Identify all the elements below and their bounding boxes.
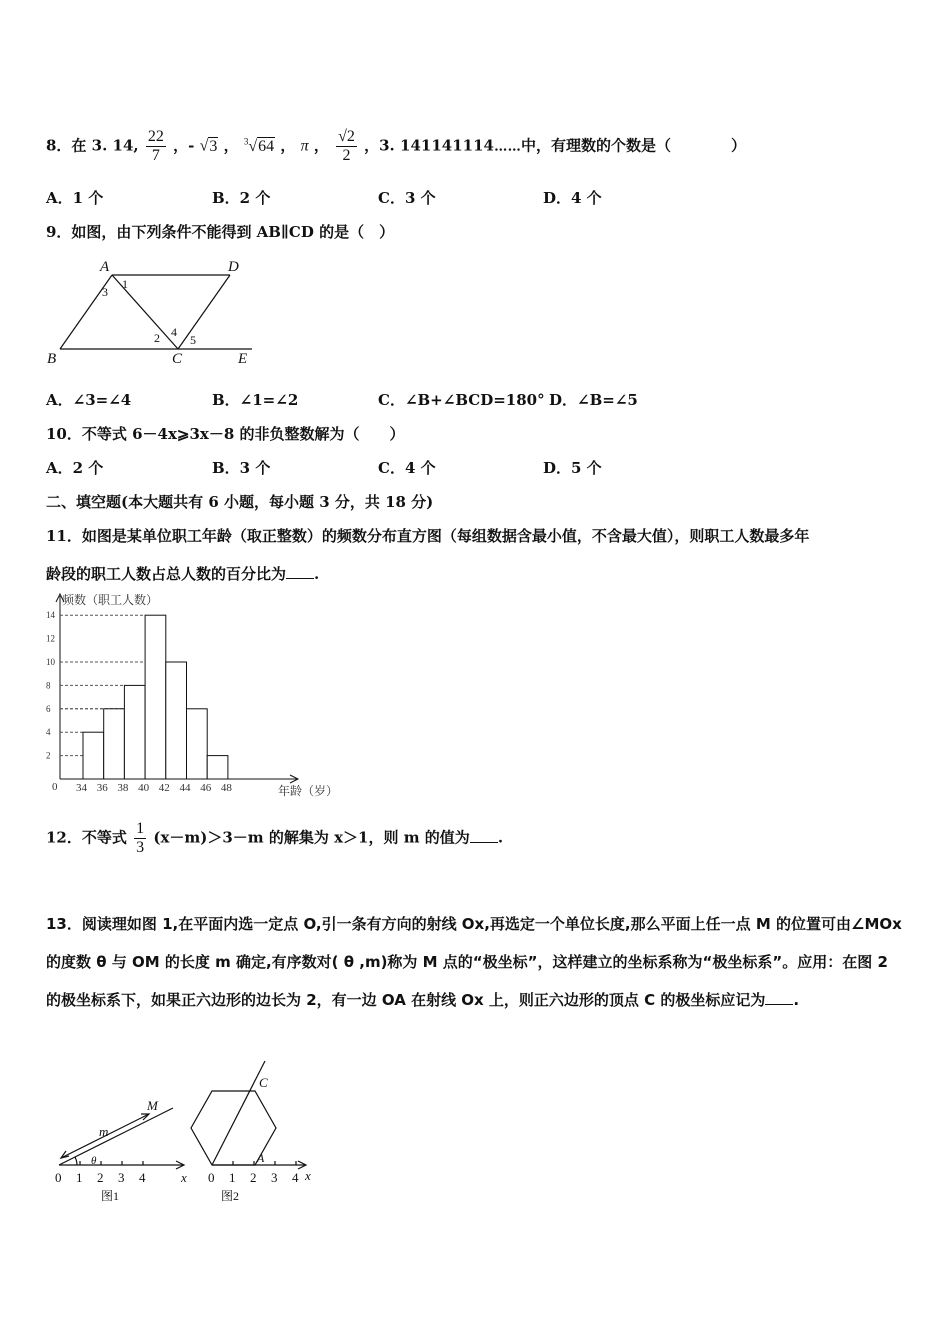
tick-label-4: 4 xyxy=(292,1170,299,1185)
x-axis-label: 年龄（岁） xyxy=(278,784,339,798)
label-a: A xyxy=(100,259,110,275)
tick-label-1: 1 xyxy=(229,1170,236,1185)
pi-symbol: π xyxy=(300,137,309,155)
root-index: 3 xyxy=(243,136,249,147)
label-d: D xyxy=(228,259,239,275)
tick-label-0: 0 xyxy=(208,1170,215,1185)
q8-sep1: ，- xyxy=(173,136,195,155)
x-tick-label-34: 34 xyxy=(76,782,87,794)
answer-blank xyxy=(470,828,498,843)
q9-option-b: B．∠1=∠2 xyxy=(212,391,299,409)
frac-denominator: 3 xyxy=(136,839,145,856)
fraction-1-over-3 xyxy=(134,820,146,857)
x-tick-label-44: 44 xyxy=(179,782,191,794)
q8-sep4: ， xyxy=(313,136,329,155)
y-tick-label-10: 10 xyxy=(46,657,55,667)
label-x: x xyxy=(181,1170,187,1185)
tick-label-2: 2 xyxy=(97,1170,104,1185)
q11-line2: 龄段的职工人数占总人数的百分比为 xyxy=(46,565,287,583)
angle-5-label: 5 xyxy=(190,333,196,347)
fraction-sqrt2-over-2 xyxy=(336,128,357,165)
x-tick-label-46: 46 xyxy=(200,782,212,794)
q13-stem xyxy=(46,905,908,1019)
x-tick-label-48: 48 xyxy=(220,782,232,794)
caption-figure-1: 图1 xyxy=(101,1189,120,1203)
section-2-title: 二、填空题(本大题共有 6 小题，每小题 3 分，共 18 分) xyxy=(46,493,434,511)
label-c: C xyxy=(259,1075,268,1090)
q10-option-a: A．2 个 xyxy=(46,459,104,477)
q10-stem: 10．不等式 6－4x⩾3x－8 的非负整数解为（ ） xyxy=(46,425,405,443)
label-e: E xyxy=(238,351,248,367)
label-m-point: M xyxy=(147,1098,158,1113)
q8-stem-suffix: ，3. 141141114⋯⋯中，有理数的个数是（ ） xyxy=(364,136,746,155)
q13-figure-1 xyxy=(45,1090,205,1210)
tick-label-3: 3 xyxy=(271,1170,278,1185)
q8-option-d: D．4 个 xyxy=(543,189,602,207)
angle-1-label: 1 xyxy=(122,277,128,291)
frac-denominator: 7 xyxy=(151,147,160,164)
q9-figure xyxy=(40,255,270,370)
tick-label-3: 3 xyxy=(118,1170,125,1185)
q11-histogram xyxy=(40,590,360,805)
q12-suffix: (x－m)＞3－m 的解集为 x＞1，则 m 的值为 xyxy=(153,828,470,847)
question-8 xyxy=(46,128,746,165)
histogram-bar-46-48 xyxy=(207,756,228,779)
q9-option-d: D．∠B=∠5 xyxy=(549,391,638,409)
q10-option-d: D．5 个 xyxy=(543,459,602,477)
sqrt-3: √3 xyxy=(199,137,218,155)
histogram-bar-44-46 xyxy=(187,709,208,779)
y-tick-label-8: 8 xyxy=(46,680,51,691)
y-tick-label-6: 6 xyxy=(46,703,51,714)
tick-label-4: 4 xyxy=(139,1170,146,1185)
cube-root-64: $^3$√64 xyxy=(243,136,275,155)
label-a: A xyxy=(257,1151,265,1165)
theta-arc xyxy=(75,1157,77,1165)
q10-option-b: B．3 个 xyxy=(212,459,271,477)
q13-text: 13．阅读理如图 1,在平面内选一定点 O,引一条有方向的射线 Ox,再选定一个单位长度,那么平面上任一点 M 的位置可由∠MOx 的度数 θ 与 OM 的长度 m 确定,有序数对( θ ,m)称为 M 点的“极坐标”，这样建立的坐标系称为“极坐标系”。应用：在图 2 的极坐标系下，如果正六边形的边长为 2，有一边 OA 在射线 Ox 上，则正六边形的顶点 C 的极坐标应记为 xyxy=(46,915,902,1009)
x-tick-label-42: 42 xyxy=(158,782,170,794)
label-m-length: m xyxy=(99,1124,109,1139)
q12-end: . xyxy=(497,828,504,847)
x-tick-label-38: 38 xyxy=(117,782,129,794)
q13-figure-2 xyxy=(185,1055,330,1210)
x-tick-label-40: 40 xyxy=(138,782,150,794)
q8-sep3: ， xyxy=(280,136,296,155)
tick-label-0: 0 xyxy=(55,1170,62,1185)
x-tick-label-36: 36 xyxy=(96,782,108,794)
histogram-bar-42-44 xyxy=(166,662,187,779)
angle-3-label: 3 xyxy=(102,285,108,299)
frac-numerator: 22 xyxy=(147,128,164,145)
answer-blank xyxy=(286,564,314,579)
q9-option-a: A．∠3=∠4 xyxy=(46,391,132,409)
histogram-bar-38-40 xyxy=(124,685,145,779)
angle-4-label: 4 xyxy=(171,325,177,339)
q13-end: . xyxy=(793,991,800,1009)
label-b: B xyxy=(47,351,57,367)
histogram-bar-40-42 xyxy=(145,615,166,779)
answer-blank xyxy=(765,990,793,1005)
tick-label-1: 1 xyxy=(76,1170,83,1185)
y-axis-label: 频数（职工人数） xyxy=(62,593,159,607)
q10-option-c: C．4 个 xyxy=(378,459,436,477)
origin-label: 0 xyxy=(52,781,58,793)
frac-denominator: 2 xyxy=(342,147,351,164)
frac-numerator: 1 xyxy=(136,820,145,837)
ray-oc xyxy=(212,1061,265,1165)
q9-stem: 9．如图，由下列条件不能得到 AB∥CD 的是（ ） xyxy=(46,223,395,241)
q8-sep2: ， xyxy=(223,136,239,155)
segment-cd xyxy=(178,275,230,349)
q8-stem-prefix: 8．在 3. 14, xyxy=(46,136,139,155)
q8-option-b: B．2 个 xyxy=(212,189,271,207)
y-tick-label-14: 14 xyxy=(46,610,55,621)
frac-numerator: √2 xyxy=(338,128,355,145)
caption-figure-2: 图2 xyxy=(221,1189,240,1203)
radicand: 64 xyxy=(258,137,275,155)
histogram-bar-36-38 xyxy=(104,709,125,779)
q11-stem xyxy=(46,517,906,593)
ray-om xyxy=(59,1108,173,1165)
q9-option-c: C．∠B+∠BCD=180° xyxy=(378,391,545,409)
angle-2-label: 2 xyxy=(154,331,160,345)
q12-prefix: 12．不等式 xyxy=(46,828,127,847)
y-tick-label-12: 12 xyxy=(46,633,55,644)
q8-option-a: A．1 个 xyxy=(46,189,104,207)
y-tick-label-4: 4 xyxy=(46,727,51,738)
label-x: x xyxy=(305,1168,311,1183)
fraction-22-over-7 xyxy=(146,128,166,165)
tick-label-2: 2 xyxy=(250,1170,257,1185)
q8-option-c: C．3 个 xyxy=(378,189,436,207)
radicand: 3 xyxy=(209,137,218,155)
y-tick-label-2: 2 xyxy=(46,750,51,761)
question-12 xyxy=(46,820,503,857)
q11-end: . xyxy=(314,565,320,583)
label-theta: θ xyxy=(91,1155,97,1167)
label-c: C xyxy=(172,351,183,367)
q11-line1: 11．如图是某单位职工年龄（取正整数）的频数分布直方图（每组数据含最小值，不含最大值），则职工人数最多年 xyxy=(46,527,810,545)
histogram-bar-34-36 xyxy=(83,732,104,779)
